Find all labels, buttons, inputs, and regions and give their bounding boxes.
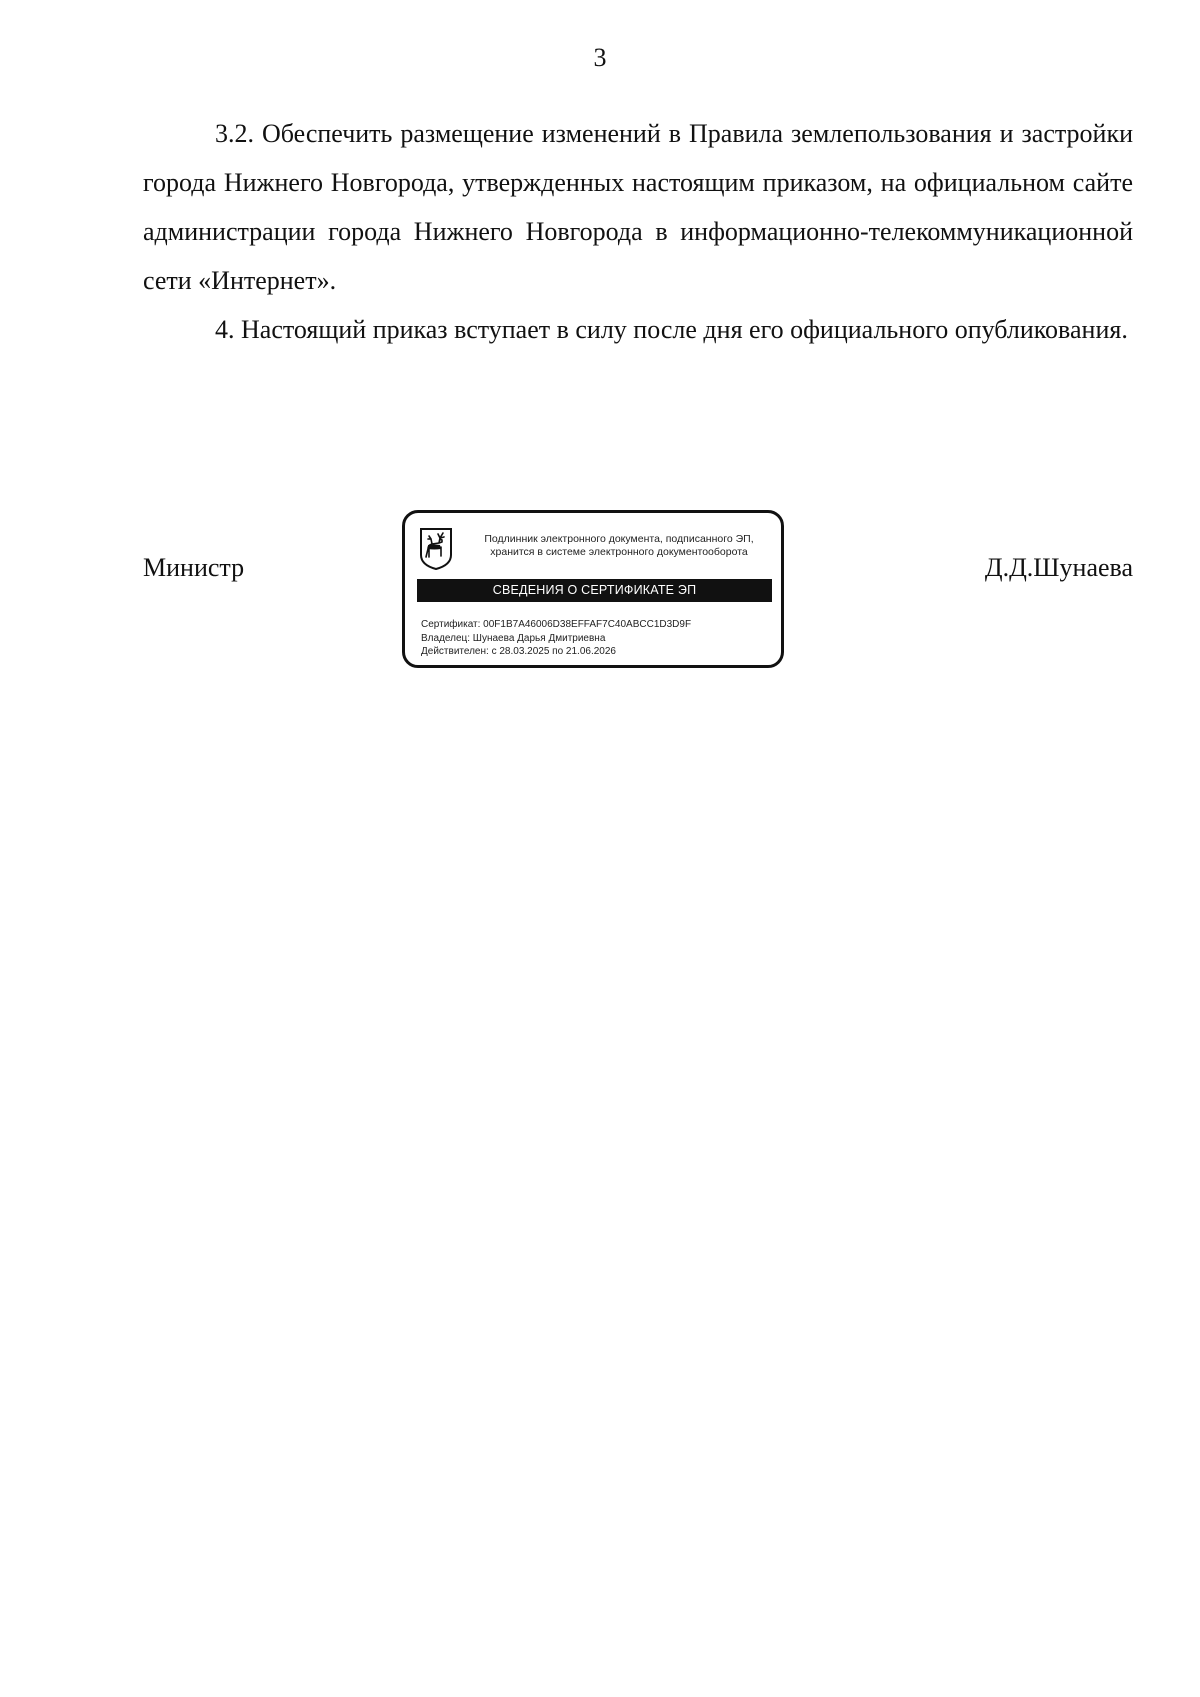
electronic-signature-stamp [402, 510, 784, 668]
certificate-validity: Действителен: с 28.03.2025 по 21.06.2026 [421, 646, 616, 657]
certificate-owner: Владелец: Шунаева Дарья Дмитриевна [421, 632, 606, 644]
signer-name: Д.Д.Шунаева [984, 553, 1133, 582]
stamp-details [421, 618, 776, 659]
certificate-number: Сертификат: 00F1B7A46006D38EFFAF7C40ABCC1D3D9F [421, 619, 692, 630]
stamp-title-bar: СВЕДЕНИЯ О СЕРТИФИКАТЕ ЭП [417, 579, 772, 602]
page-number: 3 [593, 43, 607, 72]
stamp-header-line-1: Подлинник электронного документа, подписанного ЭП, [484, 533, 754, 545]
document-body [143, 109, 1133, 354]
signer-position: Министр [143, 553, 245, 582]
stamp-header [463, 533, 775, 559]
stamp-header-line-2: хранится в системе электронного документооборота [490, 546, 748, 558]
paragraph-3-2: 3.2. Обеспечить размещение изменений в Правила землепользования и застройки города Нижнего Новгорода, утвержденных настоящим приказом, на официальном сайте администрации города Нижнего Новгорода в информационно-телекоммуникационной сети «Интернет». [143, 119, 1133, 295]
paragraph-4: 4. Настоящий приказ вступает в силу после дня его официального опубликования. [215, 315, 1128, 344]
deer-emblem-icon [419, 527, 453, 571]
